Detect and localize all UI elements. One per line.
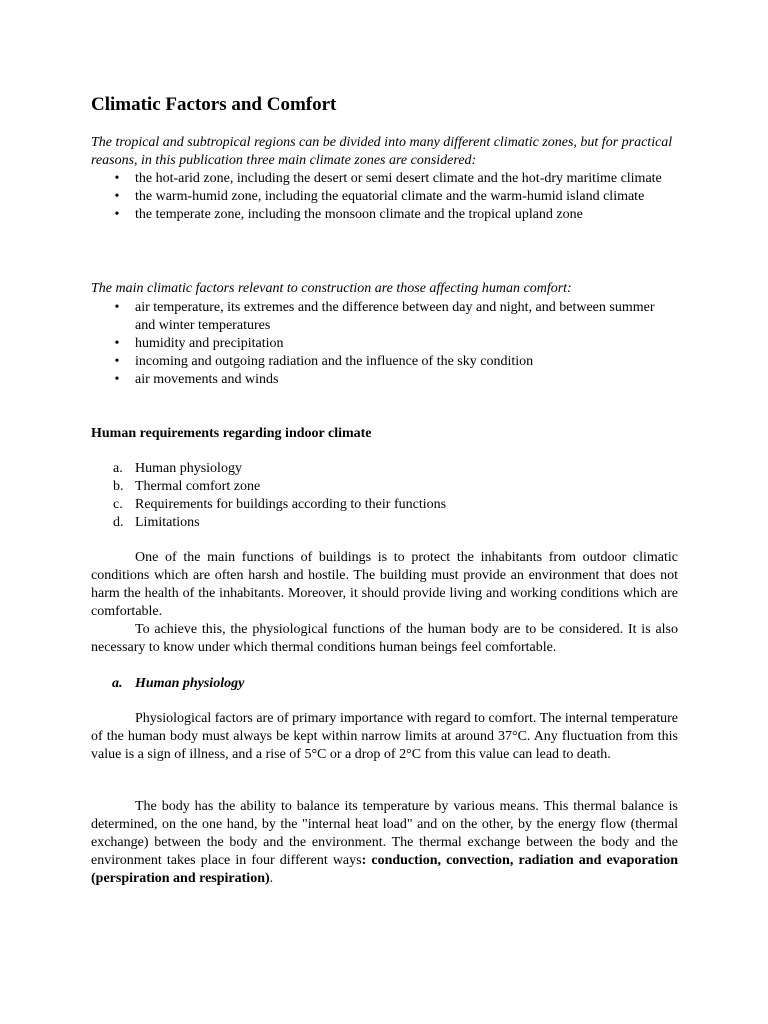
bullet-icon: • [114, 189, 120, 204]
body-paragraph: The body has the ability to balance its temperature by various means. This thermal balance is determined, on the one hand, by the "internal heat load" and on the other, by the energy flow (thermal exchange) between the body and the environment. The thermal exchange between the body and the environment takes place in four different ways: conduction, convection, radiation and evaporation (perspiration and respiration). [91, 799, 679, 886]
list-marker: b. [113, 479, 124, 494]
list-marker: a. [112, 676, 123, 691]
body-paragraph: One of the main functions of buildings is to protect the inhabitants from outdoor climatic conditions which are often harsh and hostile. The building must provide an environment that does not harm the health of the inhabitants. Moreover, it should provide living and working conditions which are comfortable. [91, 550, 678, 619]
list-item: • the warm-humid zone, including the equatorial climate and the warm-humid island climate [91, 188, 678, 206]
list-marker: c. [113, 497, 123, 512]
intro-paragraph-factors: The main climatic factors relevant to construction are those affecting human comfort: [91, 281, 572, 296]
page-title: Climatic Factors and Comfort [91, 94, 337, 115]
section-heading: Human requirements regarding indoor climate [91, 426, 372, 441]
list-item: • the hot-arid zone, including the desert or semi desert climate and the hot-dry maritime climate [91, 170, 678, 188]
climatic-factors-list [91, 299, 678, 389]
bullet-icon: • [114, 207, 120, 222]
emphasis-text: : conduction, convection, radiation and evaporation (perspiration and respiration) [91, 853, 679, 886]
bullet-icon: • [114, 300, 120, 315]
list-item: d. Limitations [113, 515, 200, 530]
outline-list [91, 460, 446, 532]
list-marker: d. [113, 515, 124, 530]
list-item: c. Requirements for buildings according to their functions [113, 497, 447, 512]
bullet-icon: • [114, 171, 120, 186]
list-item: a. Human physiology [113, 461, 242, 476]
list-item: • air temperature, its extremes and the difference between day and night, and between summer and winter temperatures [91, 299, 678, 335]
list-item: b. Thermal comfort zone [113, 479, 261, 494]
list-item: • the temperate zone, including the monsoon climate and the tropical upland zone [91, 206, 678, 224]
list-item: • humidity and precipitation [91, 335, 678, 353]
body-paragraph: Physiological factors are of primary importance with regard to comfort. The internal temperature of the human body must always be kept within narrow limits at around 37°C. Any fluctuation from this value is a sign of illness, and a rise of 5°C or a drop of 2°C from this value can lead to death. [91, 711, 678, 762]
subsection-heading-text: Human physiology [135, 676, 245, 691]
list-item: • incoming and outgoing radiation and the influence of the sky condition [91, 353, 678, 371]
list-marker: a. [113, 461, 123, 476]
bullet-icon: • [114, 354, 120, 369]
list-item: • air movements and winds [91, 371, 678, 389]
body-paragraph: To achieve this, the physiological functions of the human body are to be considered. It is also necessary to know under which thermal conditions human beings feel comfortable. [91, 622, 678, 655]
bullet-icon: • [114, 372, 120, 387]
climate-zones-list [91, 170, 678, 224]
bullet-icon: • [114, 336, 120, 351]
intro-paragraph-zones: The tropical and subtropical regions can be divided into many different climatic zones, but for practical reasons, in this publication three main climate zones are considered: [91, 135, 673, 168]
